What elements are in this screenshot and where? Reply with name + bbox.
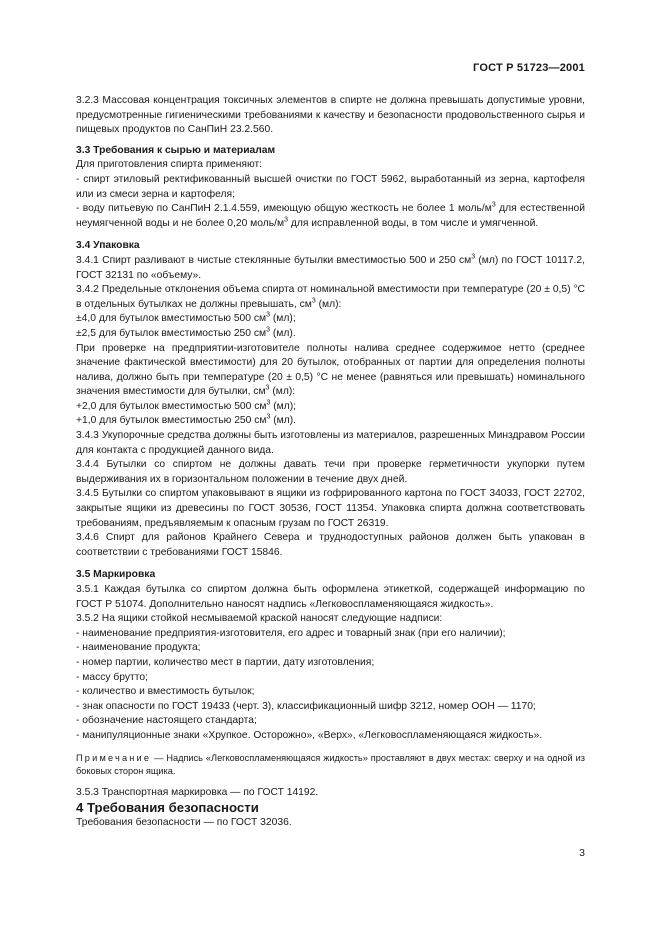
note-paragraph bbox=[76, 752, 585, 779]
paragraph-safety: Требования безопасности — по ГОСТ 32036. bbox=[76, 816, 292, 828]
paragraph-3-5-2: 3.5.2 На ящики стойкой несмываемой краской наносят следующие надписи: bbox=[76, 613, 443, 625]
nominal-item-250: +1,0 для бутылок вместимостью 250 $см^3$ (мл). bbox=[76, 414, 297, 427]
list-item: - массу брутто; bbox=[76, 671, 148, 683]
page-content bbox=[76, 94, 585, 830]
note-label: Примечание bbox=[76, 752, 152, 763]
section-heading-3-4: 3.4 Упаковка bbox=[76, 240, 140, 252]
paragraph-3-4-6: 3.4.6 Спирт для районов Крайнего Севера и труднодоступных районов должен быть упакован в соответствии с требованиями ГОСТ 15846. bbox=[76, 532, 585, 558]
paragraph-3-4-3: 3.4.3 Укупорочные средства должны быть изготовлены из материалов, разрешенных Минздравом России для контакта с продукцией данного вида. bbox=[76, 430, 585, 456]
section-heading-3-3: 3.3 Требования к сырью и материалам bbox=[76, 144, 276, 156]
paragraph-3-4-1: 3.4.1 Спирт разливают в чистые стеклянные бутылки вместимостью 500 и 250 $см^3$ (мл) по ГОСТ 10117.2, ГОСТ 32131 по «объему». bbox=[76, 253, 585, 281]
list-item-raw-spirit: - спирт этиловый ректификованный высшей очистки по ГОСТ 5962, выработанный из зерна, картофеля или из смеси зерна и картофеля; bbox=[76, 173, 585, 200]
list-item: - номер партии, количество мест в партии, дату изготовления; bbox=[76, 656, 375, 668]
list-item: - обозначение настоящего стандарта; bbox=[76, 715, 257, 727]
section-heading-3-5: 3.5 Маркировка bbox=[76, 569, 156, 581]
note-text: — Надпись «Легковоспламеняющаяся жидкость» проставляют в двух местах: сверху и на одной из боковых сторон ящика. bbox=[76, 752, 585, 776]
list-item: - количество и вместимость бутылок; bbox=[76, 686, 255, 698]
paragraph-3-3-intro: Для приготовления спирта применяют: bbox=[76, 159, 263, 171]
paragraph-fill-check: При проверке на предприятии-изготовителе полноты налива среднее содержимое нетто (среднее значение фактической вместимости) для 20 бутылок, отобранных от партии для определения полноты налива, должно быть при температуре (20 ± 0,5) °С не менее (равняться или превышать) номинального значения вместимости для бутылки, $см^3$ (мл): bbox=[76, 342, 585, 398]
paragraph-3-4-5: 3.4.5 Бутылки со спиртом упаковывают в ящики из гофрированного картона по ГОСТ 34033, ГОСТ 22702, закрытые ящики из древесины по ГОСТ 30536, ГОСТ 11354. Упаковка спирта должна соответствовать требованиям, предъявляемым к опасным грузам по ГОСТ 26319. bbox=[76, 488, 585, 529]
list-item: - наименование продукта; bbox=[76, 642, 201, 654]
list-item: - манипуляционные знаки «Хрупкое. Осторожно», «Верх», «Легковоспламеняющаяся жидкость». bbox=[76, 729, 543, 741]
page-header-standard-number: ГОСТ Р 51723—2001 bbox=[473, 62, 585, 74]
list-item-drinking-water: - воду питьевую по СанПиН 2.1.4.559, имеющую общую жесткость не более 1 моль/$м^3$ для естественной неумягченной воды и не более 0,20 моль/$м^3$ для исправленной воды, в том числе и умягченной. bbox=[76, 201, 585, 229]
paragraph-3-2-3: 3.2.3 Массовая концентрация токсичных элементов в спирте не должна превышать допустимые уровни, предусмотренные гигиеническими требованиями к качеству и безопасности продовольственного сырья и пищевых продуктов по СанПиН 23.2.560. bbox=[76, 95, 585, 136]
paragraph-3-5-3: 3.5.3 Транспортная маркировка — по ГОСТ 14192. bbox=[76, 787, 319, 799]
deviation-item-250: ±2,5 для бутылок вместимостью 250 $см^3$ (мл). bbox=[76, 326, 296, 339]
paragraph-3-4-4: 3.4.4 Бутылки со спиртом не должны давать течи при проверке герметичности укупорки путем выдерживания их в горизонтальном положении в течение двух дней. bbox=[76, 459, 585, 485]
deviation-item-500: ±4,0 для бутылок вместимостью 500 $см^3$ (мл); bbox=[76, 311, 296, 325]
paragraph-3-5-1: 3.5.1 Каждая бутылка со спиртом должна быть оформлена этикеткой, содержащей информацию по ГОСТ Р 51074. Дополнительно наносят надпись «Легковоспламеняющаяся жидкость». bbox=[76, 584, 585, 610]
page-number: 3 bbox=[579, 847, 585, 859]
section-heading-4: 4 Требования безопасности bbox=[76, 799, 259, 815]
list-item: - знак опасности по ГОСТ 19433 (черт. 3), классификационный шифр 3212, номер ООН — 1170; bbox=[76, 700, 536, 712]
list-item: - наименование предприятия-изготовителя, его адрес и товарный знак (при его наличии); bbox=[76, 627, 506, 639]
nominal-item-500: +2,0 для бутылок вместимостью 500 $см^3$ (мл); bbox=[76, 399, 297, 412]
paragraph-3-4-2: 3.4.2 Предельные отклонения объема спирта от номинальной вместимости при температуре (20 ± 0,5) °С в отдельных бутылках не должны превышать, $см^3$ (мл): bbox=[76, 284, 585, 310]
